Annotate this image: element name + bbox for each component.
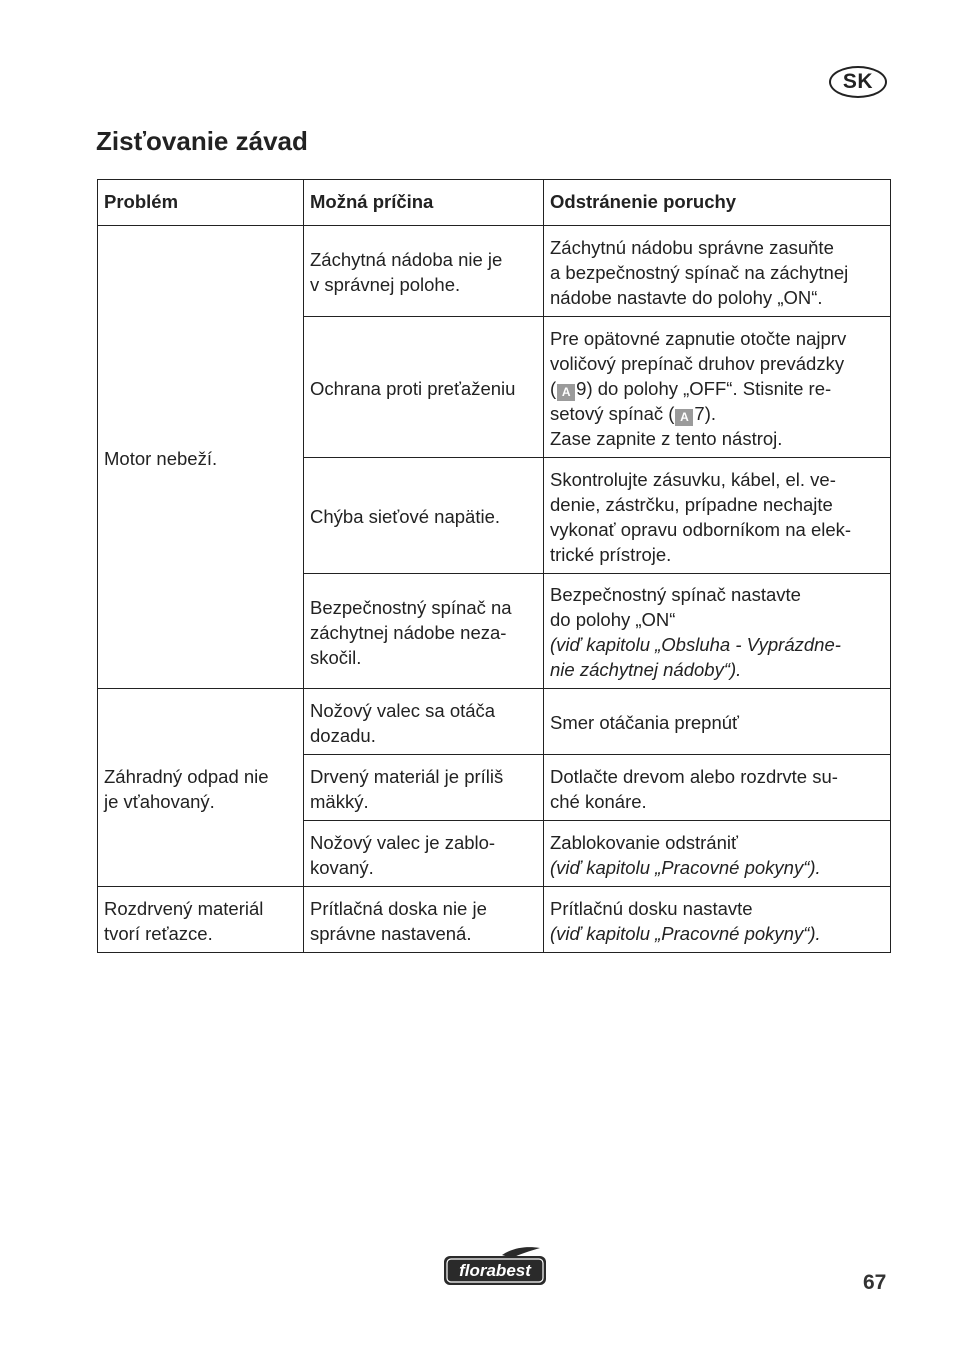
- remedy-text: voličový prepínač druhov prevádzky: [550, 352, 845, 374]
- problem-text: Rozdrvený materiál: [104, 897, 264, 919]
- cause-text: Ochrana proti preťaženiu: [310, 377, 516, 399]
- remedy-cell: [544, 821, 891, 887]
- remedy-text: nádobe nastavte do polohy „ON“.: [550, 286, 823, 308]
- cause-text: záchytnej nádobe neza-: [310, 621, 507, 643]
- column-header-problem: Problém: [98, 180, 304, 226]
- problem-cell: [98, 887, 304, 953]
- remedy-reference-note: (viď kapitolu „Pracovné pokyny“).: [550, 856, 821, 878]
- remedy-text: Dotlačte drevom alebo rozdrvte su-: [550, 765, 838, 787]
- remedy-text: denie, zástrčku, prípadne nechajte: [550, 493, 833, 515]
- cause-cell: [304, 458, 544, 574]
- cause-cell: [304, 317, 544, 458]
- page-title: Zisťovanie závad: [96, 126, 308, 156]
- language-badge: SK: [829, 66, 887, 98]
- remedy-text: Pre opätovné zapnutie otočte najprv: [550, 327, 847, 349]
- remedy-cell: [544, 689, 891, 755]
- remedy-reference-note: (viď kapitolu „Pracovné pokyny“).: [550, 922, 821, 944]
- table-row: [98, 887, 891, 953]
- remedy-cell: [544, 755, 891, 821]
- cause-text: Nožový valec je zablo-: [310, 831, 496, 853]
- remedy-text: ché konáre.: [550, 790, 647, 812]
- cause-text: Drvený materiál je príliš: [310, 765, 504, 787]
- remedy-reference-note: (viď kapitolu „Obsluha - Vyprázdne-: [550, 634, 841, 655]
- cause-cell: [304, 887, 544, 953]
- remedy-text: Zase zapnite z tento nástroj.: [550, 427, 783, 449]
- cause-text: Záchytná nádoba nie je: [310, 249, 503, 270]
- cause-text: mäkký.: [310, 790, 369, 812]
- florabest-logo: [442, 1245, 548, 1287]
- remedy-cell: [544, 458, 891, 574]
- cause-cell: [304, 689, 544, 755]
- remedy-text: Zablokovanie odstrániť: [550, 831, 738, 853]
- problem-cell: [98, 226, 304, 689]
- cause-text: Nožový valec sa otáča: [310, 699, 496, 721]
- problem-text: tvorí reťazce.: [104, 922, 213, 944]
- remedy-reference-note: nie záchytnej nádoby“).: [550, 659, 742, 680]
- cause-cell: [304, 574, 544, 689]
- cause-text: skočil.: [310, 646, 362, 668]
- cause-text: Chýba sieťové napätie.: [310, 506, 501, 527]
- remedy-text: do polohy „ON“: [550, 609, 676, 630]
- remedy-cell: [544, 226, 891, 317]
- problem-cell: [98, 689, 304, 887]
- problem-text: Motor nebeží.: [104, 447, 218, 469]
- remedy-text: Prítlačnú dosku nastavte: [550, 897, 753, 919]
- table-header-row: [98, 180, 891, 226]
- remedy-cell: [544, 317, 891, 458]
- column-header-cause: Možná príčina: [304, 180, 544, 226]
- cause-text: v správnej polohe.: [310, 274, 461, 295]
- cause-text: kovaný.: [310, 856, 374, 878]
- remedy-text: trické prístroje.: [550, 543, 672, 565]
- cause-cell: [304, 226, 544, 317]
- brand-wordmark: florabest: [459, 1261, 531, 1280]
- remedy-text: Smer otáčania prepnúť: [550, 712, 739, 733]
- remedy-text: a bezpečnostný spínač na záchytnej: [550, 261, 849, 283]
- cause-text: dozadu.: [310, 724, 376, 746]
- figure-a-label-icon: A: [557, 384, 575, 401]
- cause-text: Bezpečnostný spínač na: [310, 596, 512, 618]
- figure-a-label-icon: A: [675, 409, 693, 426]
- remedy-text: Bezpečnostný spínač nastavte: [550, 584, 801, 605]
- cause-text: správne nastavená.: [310, 922, 472, 944]
- remedy-text: Záchytnú nádobu správne zasuňte: [550, 236, 834, 258]
- troubleshooting-table: [97, 179, 891, 953]
- cause-text: Prítlačná doska nie je: [310, 897, 487, 919]
- table-row: [98, 226, 891, 317]
- remedy-text: setový spínač ( A 7).: [550, 402, 717, 424]
- page-number: 67: [863, 1271, 887, 1294]
- remedy-text: ( A 9) do polohy „OFF“. Stisnite re-: [550, 377, 832, 399]
- column-header-remedy: Odstránenie poruchy: [544, 180, 891, 226]
- cause-cell: [304, 755, 544, 821]
- remedy-cell: [544, 574, 891, 689]
- remedy-text: vykonať opravu odborníkom na elek-: [550, 518, 852, 540]
- table-row: [98, 689, 891, 755]
- cause-cell: [304, 821, 544, 887]
- problem-text: Záhradný odpad nie: [104, 765, 269, 787]
- problem-text: je vťahovaný.: [104, 790, 215, 812]
- remedy-cell: [544, 887, 891, 953]
- remedy-text: Skontrolujte zásuvku, kábel, el. ve-: [550, 468, 836, 490]
